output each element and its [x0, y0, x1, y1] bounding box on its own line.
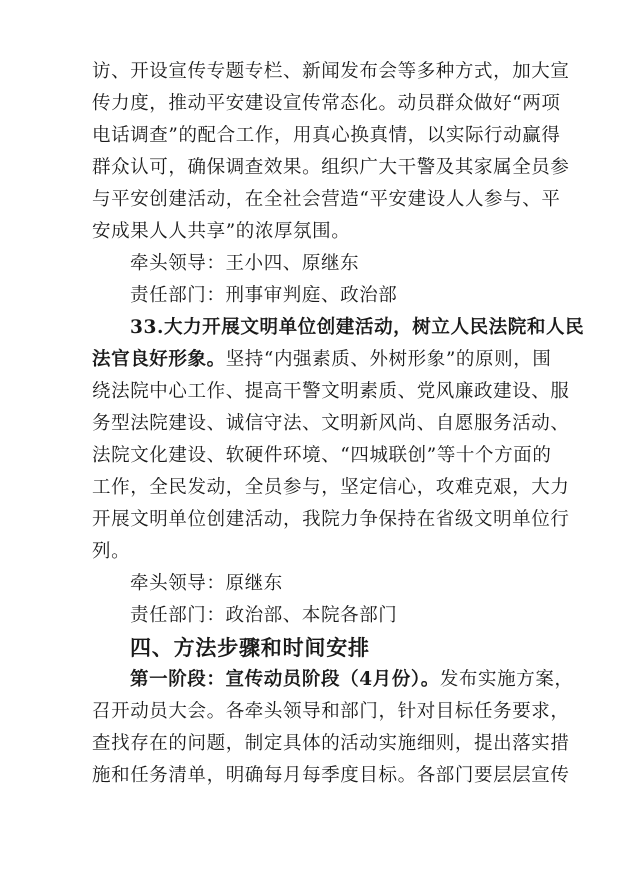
- text-line: 绕法院中心工作、提高干警文明素质、党风廉政建设、服: [92, 381, 570, 402]
- lead-leader-line: 牵头领导：原继东: [130, 573, 283, 594]
- text-line: 传力度，推动平安建设宣传常态化。动员群众做好“两项: [92, 93, 561, 114]
- stage-1-line: [130, 668, 590, 692]
- text-line: 安成果人人共享”的浓厚氛围。: [92, 221, 351, 242]
- text-line: 务型法院建设、诚信守法、文明新风尚、自愿服务活动、: [92, 413, 570, 434]
- item-33-title-cont: 法官良好形象。: [92, 349, 226, 370]
- responsible-dept-line: 责任部门：政治部、本院各部门: [130, 605, 398, 626]
- text-line: 工作，全民发动，全员参与，坚定信心，攻难克艰，大力: [92, 477, 570, 498]
- text-line: 电话调查”的配合工作，用真心换真情，以实际行动赢得: [92, 125, 561, 146]
- text-line: 与平安创建活动，在全社会营造“平安建设人人参与、平: [92, 189, 561, 210]
- text-line: 召开动员大会。各牵头领导和部门，针对目标任务要求，: [92, 701, 570, 722]
- stage-1-text: 发布实施方案，: [439, 669, 574, 690]
- text-line: 施和任务清单，明确每月每季度目标。各部门要层层宣传: [92, 765, 570, 786]
- item-33-line: [92, 348, 552, 372]
- responsible-dept-line: 责任部门：刑事审判庭、政治部: [130, 285, 398, 306]
- text-line: 访、开设宣传专题专栏、新闻发布会等多种方式，加大宣: [92, 61, 570, 82]
- lead-leader-line: 牵头领导：王小四、原继东: [130, 253, 360, 274]
- stage-1-title: 第一阶段：宣传动员阶段（4月份）。: [130, 669, 440, 690]
- text-line: 群众认可，确保调查效果。组织广大干警及其家属全员参: [92, 157, 570, 178]
- item-33-text: 坚持“内强素质、外树形象”的原则，围: [225, 349, 552, 370]
- section-heading: 四、方法步骤和时间安排: [130, 636, 370, 660]
- text-line: 列。: [92, 541, 131, 562]
- text-line: 法院文化建设、软硬件环境、“四城联创”等十个方面的: [92, 445, 552, 466]
- text-line: 开展文明单位创建活动，我院力争保持在省级文明单位行: [92, 509, 570, 530]
- text-line: 查找存在的问题，制定具体的活动实施细则，提出落实措: [92, 733, 570, 754]
- item-33-title: 33.大力开展文明单位创建活动，树立人民法院和人民: [130, 317, 585, 338]
